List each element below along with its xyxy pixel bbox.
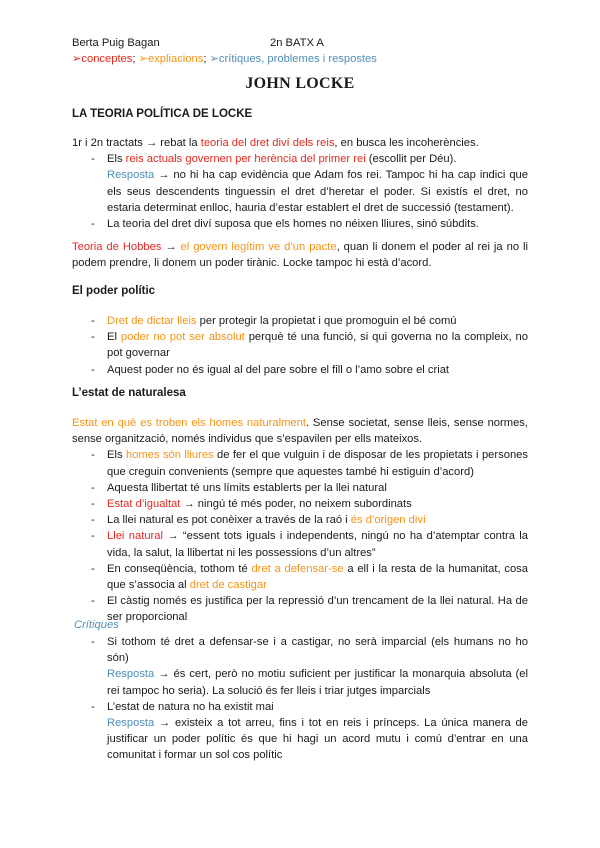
legend-arrow-icon: ➢ — [138, 53, 148, 65]
section-heading-state-of-nature: L’estat de naturalesa — [72, 387, 186, 399]
response-label: Resposta — [107, 668, 155, 681]
list-item: - El poder no pot ser absolut perquè té una funció, si qui governa no la compleix, no pot governar — [91, 331, 528, 360]
section-political-theory — [72, 135, 528, 232]
list-item: - En conseqüència, tothom té dret a defensar-se a ell i la resta de la humanitat, cosa que s’associa al dret de castigar — [91, 562, 528, 592]
list-item: - Si tothom té dret a defensar-se i a castigar, no serà imparcial (els humans no ho són) Resposta → és cert, però no motiu suficient per justificar la monarquia absoluta (el rei tampoc ho seria). La solució és fer lleis i triar jutges imparcials — [91, 636, 528, 697]
critiques-heading: Crítiques — [74, 619, 119, 631]
section-heading-political-theory: LA TEORIA POLÍTICA DE LOCKE — [72, 108, 253, 120]
legend-separator: ; — [132, 53, 139, 65]
response-label: Resposta — [107, 717, 155, 730]
list-item: - El càstig només es justifica per la repressió d’un trencament de la llei natural. Ha de ser proporcional — [91, 595, 528, 624]
list-item: - La llei natural es pot conèixer a través de la raó i és d’origen diví — [91, 514, 427, 527]
legend-arrow-icon: ➢ — [72, 53, 82, 65]
color-legend — [72, 51, 377, 67]
legend-arrow-icon: ➢ — [209, 53, 219, 65]
intro-paragraph: 1r i 2n tractats → rebat la teoria del dret diví dels reis, en busca les incoherències. — [72, 137, 479, 149]
author-name: Berta Puig Bagan — [72, 37, 160, 49]
intro-paragraph: Estat en què es troben els homes naturalment. Sense societat, sense lleis, sense normes, sense organització, només individus que s’espavilen per ells mateixos. — [72, 417, 528, 446]
page-title: JOHN LOCKE — [245, 75, 355, 92]
list-item: - Aquesta llibertat té uns límits establerts per la llei natural — [91, 481, 387, 494]
list-item: - Aquest poder no és igual al del pare sobre el fill o l’amo sobre el criat — [91, 363, 450, 376]
list-item: - Llei natural → “essent tots iguals i independents, ningú no ha d’atemptar contra la vida, la salut, la llibertat ni les possessions d’un altres” — [91, 530, 529, 559]
response-label: Resposta — [107, 169, 155, 182]
section-state-of-nature — [72, 415, 528, 626]
list-item: - Estat d’igualtat → ningú té més poder, no neixem subordinats — [91, 498, 412, 511]
class-label: 2n BATX A — [270, 37, 324, 49]
legend-concepts: conceptes — [81, 53, 133, 65]
list-item: - Dret de dictar lleis per protegir la propietat i que promoguin el bé comú — [91, 315, 457, 327]
list-item: - Els homes són lliures de fer el que vulguin i de disposar de les propietats i persones que creguin convenients (sempre que aquestes també hi estiguin d’acord) — [91, 449, 528, 478]
hobbes-paragraph: Teoria de Hobbes → el govern legítim ve d’un pacte, quan li donem el poder al rei ja no li podem prendre, li donem un poder tirànic. Locke tampoc hi està d’acord. — [72, 241, 528, 270]
section-heading-political-power: El poder polític — [72, 285, 156, 297]
legend-explanations: expliacions — [147, 53, 204, 65]
legend-critiques: crítiques, problemes i respostes — [218, 53, 377, 65]
section-political-power — [72, 313, 528, 378]
list-item: - La teoria del dret diví suposa que els homes no néixen lliures, sinó súbdits. — [91, 218, 479, 231]
section-critiques — [72, 634, 528, 764]
list-item: - L’estat de natura no ha existit mai Resposta → existeix a tot arreu, fins i tot en reis i prínceps. La única manera de justificar un poder polític és que hi hagi un acord mutu i comú d’entrar en una comunitat i formar un sol cos polític — [91, 700, 528, 762]
legend-separator: ; — [203, 53, 210, 65]
list-item: - Els reis actuals governen per herència del primer rei (escollit per Déu). Resposta → no hi ha cap evidència que Adam fos rei. Tampoc hi ha cap indici que els seus descendents tinguessin el dret d’heretar el poder. Si existís el dret, no estaria determinat enlloc, hauria d’estar establert el dret de successió (testament). — [91, 153, 528, 214]
